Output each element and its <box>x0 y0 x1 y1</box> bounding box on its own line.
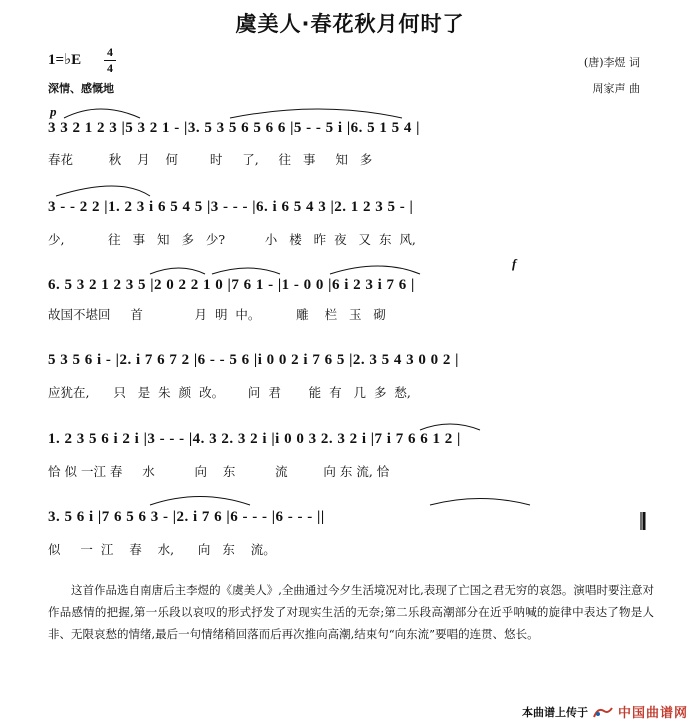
footer-credit <box>522 702 688 721</box>
composer-credit: 周家声 曲 <box>592 82 640 95</box>
slur-arc <box>150 268 205 274</box>
key-signature: 1=♭E <box>48 52 82 68</box>
slur-arc <box>212 268 280 274</box>
site-logo-icon <box>592 705 614 719</box>
score-notes-line: 6. 5 3 2 1 2 3 5 |2 0 2 2 1 0 |7 6 1 - |1 - 0 0 |6 i 2 3 i 7 6 | <box>48 277 415 293</box>
slur-arc <box>150 497 250 506</box>
slur-arc <box>56 186 150 196</box>
lyricist-credit: (唐)李煜 词 <box>583 56 640 69</box>
dynamic-mark: f <box>512 256 517 271</box>
slur-arc <box>64 109 140 118</box>
expression-mark: 深情、感慨地 <box>48 82 114 95</box>
score-lyrics-line: 应犹在, 只 是 朱 颜 改。 问 君 能 有 几 多 愁, <box>48 385 411 400</box>
score-notes-line: 3 3 2 1 2 3 |5 3 2 1 - |3. 5 3 5 6 5 6 6 |5 - - 5 i |6. 5 1 5 4 | <box>48 120 420 136</box>
time-signature-bottom: 4 <box>107 61 113 75</box>
score-notes-line: 3. 5 6 i |7 6 5 6 3 - |2. i 7 6 |6 - - - |6 - - - || <box>48 509 325 525</box>
footer-label: 本曲谱上传于 <box>521 705 588 719</box>
score-notes-line: 5 3 5 6 i - |2. i 7 6 7 2 |6 - - 5 6 |i 0 0 2 i 7 6 5 |2. 3 5 4 3 0 0 2 | <box>48 352 459 368</box>
slur-arc <box>430 499 530 506</box>
score-notes-line: 1. 2 3 5 6 i 2 i |3 - - - |4. 3 2. 3 2 i |i 0 0 3 2. 3 2 i |7 i 7 6 6 1 2 | <box>48 431 461 447</box>
score-notes-line: 3 - - 2 2 |1. 2 3 i 6 5 4 5 |3 - - - |6. i 6 5 4 3 |2. 1 2 3 5 - | <box>48 199 414 215</box>
slur-arc <box>330 266 420 274</box>
time-signature-top: 4 <box>107 45 113 59</box>
score-lyrics-line: 少, 往 事 知 多 少? 小 楼 昨 夜 又 东 风, <box>48 232 416 247</box>
slur-arc <box>230 109 402 118</box>
dynamic-mark: p <box>50 104 57 119</box>
site-name[interactable]: 中国曲谱网 <box>617 705 688 720</box>
score-lyrics-line: 故国不堪回 首 月 明 中。 雕 栏 玉 砌 <box>48 307 386 322</box>
description-paragraph: 这首作品选自南唐后主李煜的《虞美人》,全曲通过今夕生活境况对比,表现了亡国之君无穷的哀怨。演唱时要注意对作品感情的把握,第一乐段以哀叹的形式抒发了对现实生活的无奈;第二乐段高潮部分在近乎呐喊的旋律中表达了物是人非、无限哀愁的情绪,最后一句情绪稍回落而后再次推向高潮,结束句“向东流”要唱的连贯、悠长。 <box>48 583 654 641</box>
score-lyrics-line: 恰 似 一江 春 水 向 东 流 向 东 流, 恰 <box>48 464 390 479</box>
score-lyrics-line: 春花 秋 月 何 时 了, 往 事 知 多 <box>48 152 373 167</box>
slur-arc <box>420 424 480 430</box>
score-lyrics-line: 似 一 江 春 水, 向 东 流。 <box>48 542 276 557</box>
song-title: 虞美人·春花秋月何时了 <box>235 12 465 36</box>
